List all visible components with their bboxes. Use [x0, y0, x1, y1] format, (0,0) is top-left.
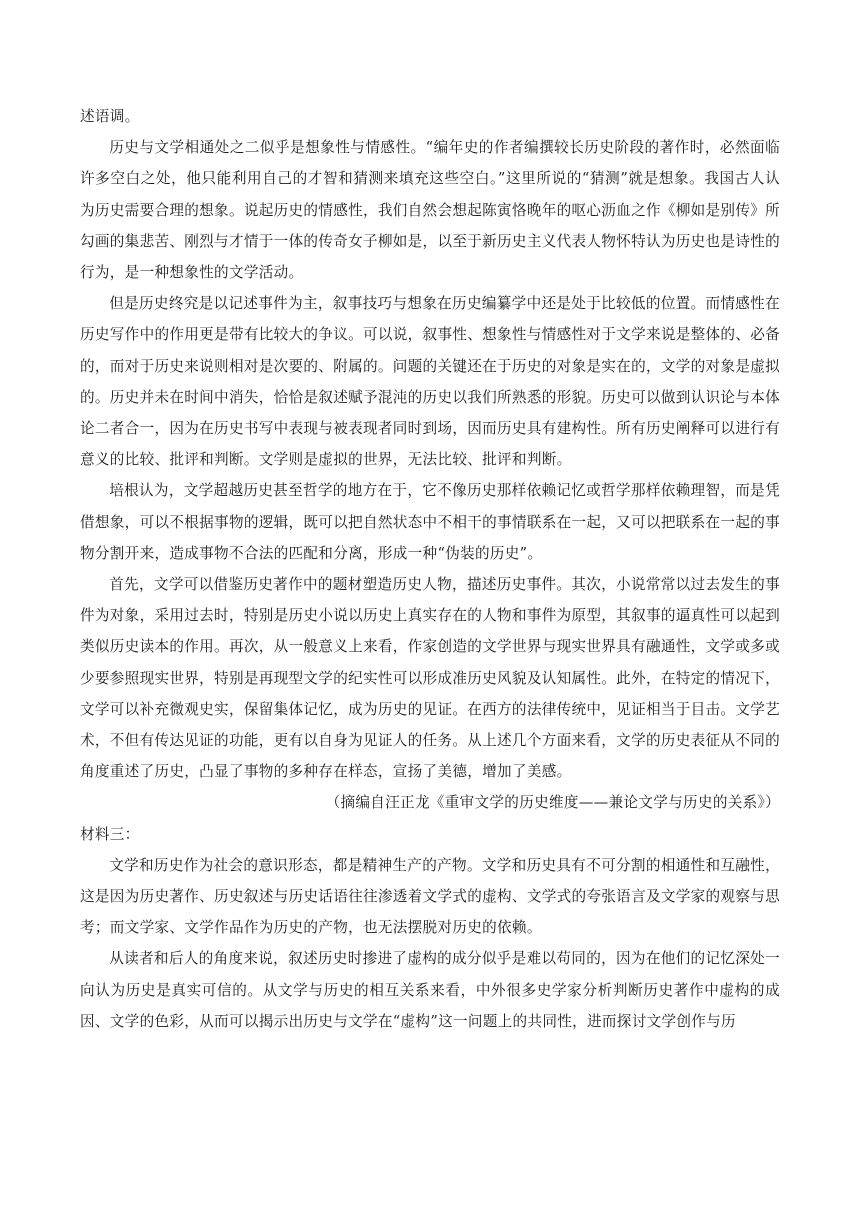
source-citation: （摘编自汪正龙《重审文学的历史维度——兼论文学与历史的关系》）	[325, 794, 780, 812]
paragraph-bacon: 培根认为，文学超越历史甚至哲学的地方在于，它不像历史那样依赖记忆或哲学那样依赖理智，而是凭借想象，可以不根据事物的逻辑，既可以把自然状态中不相干的事情联系在一起，又可以把联系在一起的事物分割开来，造成事物不合法的匹配和分离，形成一种“伪装的历史”。	[80, 482, 781, 562]
document-page	[80, 101, 780, 1037]
paragraph-ideology: 文学和历史作为社会的意识形态，都是精神生产的产物。文学和历史具有不可分割的相通性和互融性，这是因为历史著作、历史叙述与历史话语往往渗透着文学式的虚构、文学式的夸张语言及文学家的观察与思考；而文学家、文学作品作为历史的产物，也无法摆脱对历史的依赖。	[80, 856, 781, 937]
paragraph-imagination-emotion: 历史与文学相通处之二似乎是想象性与情感性。“编年史的作者编撰较长历史阶段的著作时，必然面临许多空白之处，他只能利用自己的才智和猜测来填充这些空白。”这里所说的“猜测”就是想象。我国古人认为历史需要合理的想象。说起历史的情感性，我们自然会想起陈寅恪晚年的呕心沥血之作《柳如是别传》所勾画的集悲苦、刚烈与才情于一体的传奇女子柳如是，以至于新历史主义代表人物怀特认为历史也是诗性的行为，是一种想象性的文学活动。	[80, 139, 781, 282]
paragraph-history-narrative: 但是历史终究是以记述事件为主，叙事技巧与想象在历史编纂学中还是处于比较低的位置。而情感性在历史写作中的作用更是带有比较大的争议。可以说，叙事性、想象性与情感性对于文学来说是整体的、必备的，而对于历史来说则相对是次要的、附属的。问题的关键还在于历史的对象是实在的，文学的对象是虚拟的。历史并未在时间中消失，恰恰是叙述赋予混沌的历史以我们所熟悉的形貌。历史可以做到认识论与本体论二者合一，因为在历史书写中表现与被表现者同时到场，因而历史具有建构性。所有历史阐释可以进行有意义的比较、批评和判断。文学则是虚拟的世界，无法比较、批评和判断。	[80, 295, 781, 469]
paragraph-literature-history: 首先，文学可以借鉴历史著作中的题材塑造历史人物，描述历史事件。其次，小说常常以过去发生的事件为对象，采用过去时，特别是历史小说以历史上真实存在的人物和事件为原型，其叙事的逼真性可以起到类似历史读本的作用。再次，从一般意义上来看，作家创造的文学世界与现实世界具有融通性，文学或多或少要参照现实世界，特别是再现型文学的纪实性可以形成准历史风貌及认知属性。此外，在特定的情况下，文学可以补充微观史实，保留集体记忆，成为历史的见证。在西方的法律传统中，见证相当于目击。文学艺术，不但有传达见证的功能，更有以自身为见证人的任务。从上述几个方面来看，文学的历史表征从不同的角度重述了历史，凸显了事物的多种存在样态，宣扬了美德，增加了美感。	[80, 576, 781, 781]
paragraph-continuation: 述语调。	[80, 108, 140, 125]
paragraph-readers: 从读者和后人的角度来说，叙述历史时掺进了虚构的成分似乎是难以苟同的，因为在他们的记忆深处一向认为历史是真实可信的。从文学与历史的相互关系来看，中外很多史学家分析判断历史著作中虚构的成因、文学的色彩，从而可以揭示出历史与文学在“虚构”这一问题上的共同性，进而探讨文学创作与历	[80, 950, 780, 1030]
material-three-label: 材料三：	[80, 825, 140, 843]
